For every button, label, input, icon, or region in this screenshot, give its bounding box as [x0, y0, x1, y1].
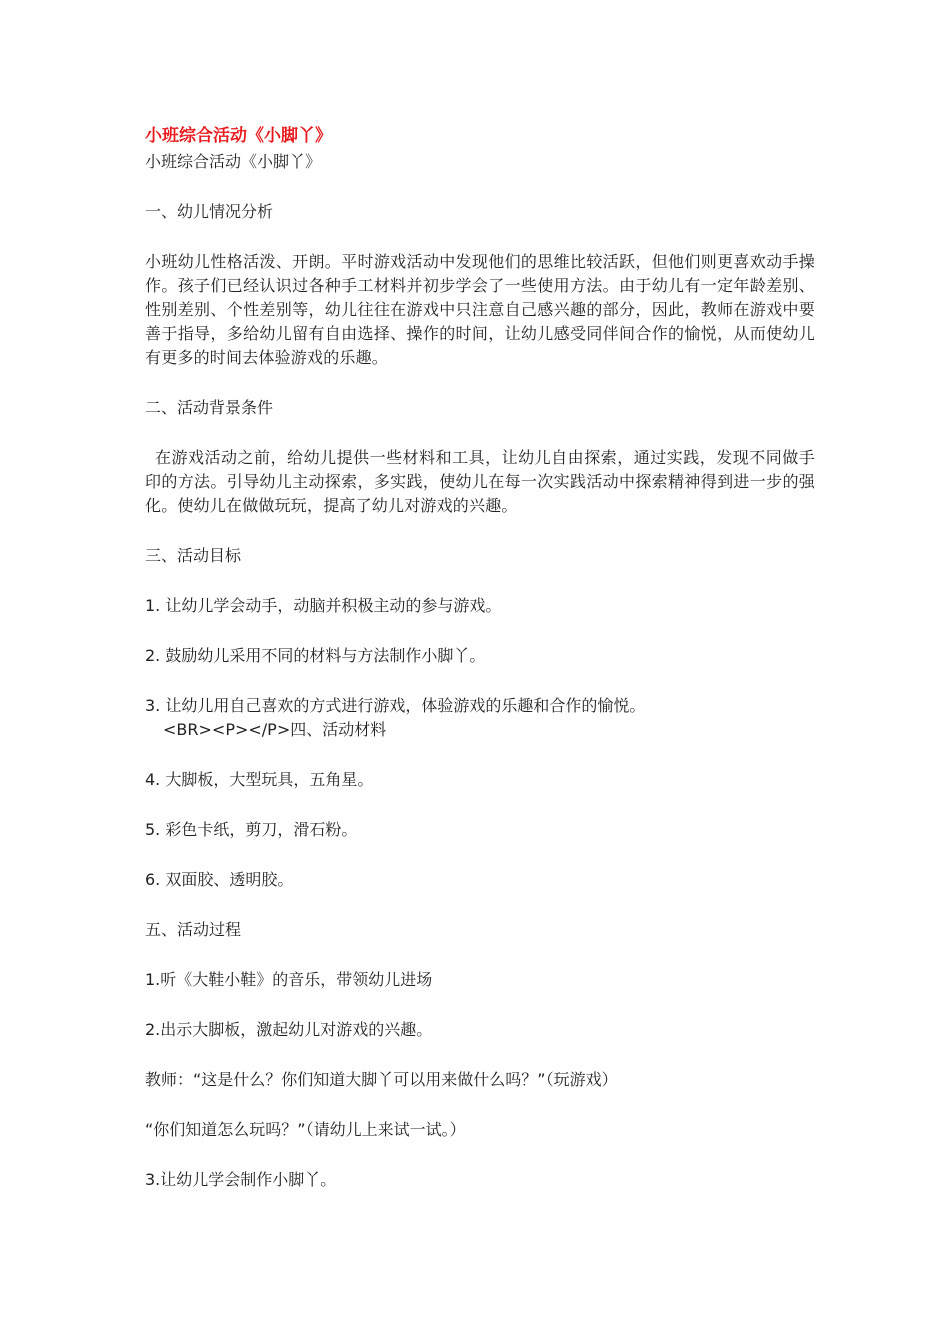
material-item: 5. 彩色卡纸，剪刀，滑石粉。 [145, 820, 358, 839]
material-item: 6. 双面胶、透明胶。 [145, 870, 294, 889]
goal-item: 3. 让幼儿用自己喜欢的方式进行游戏，体验游戏的乐趣和合作的愉悦。 [145, 696, 646, 715]
process-line: “你们知道怎么玩吗？”（请幼儿上来试一试。） [145, 1120, 466, 1139]
section-body-1: 小班幼儿性格活泼、开朗。平时游戏活动中发现他们的思维比较活跃，但他们则更喜欢动手操作。孩子们已经认识过各种手工材料并初步学会了一些使用方法。由于幼儿有一定年龄差别、性别差别、个性差别等，幼儿往往在游戏中只注意自己感兴趣的部分，因此，教师在游戏中要善于指导，多给幼儿留有自由选择、操作的时间，让幼儿感受同伴间合作的愉悦，从而使幼儿有更多的时间去体验游戏的乐趣。 [145, 252, 815, 367]
process-line: 教师：“这是什么？你们知道大脚丫可以用来做什么吗？”（玩游戏） [145, 1070, 618, 1089]
process-line: 2.出示大脚板，激起幼儿对游戏的兴趣。 [145, 1020, 433, 1039]
goal-item: 2. 鼓励幼儿采用不同的材料与方法制作小脚丫。 [145, 646, 486, 665]
material-item: 4. 大脚板，大型玩具，五角星。 [145, 770, 374, 789]
section-heading-2: 二、活动背景条件 [145, 398, 274, 417]
document-title: 小班综合活动《小脚丫》 [145, 126, 332, 146]
section-heading-5: 五、活动过程 [145, 920, 242, 939]
process-line: 1.听《大鞋小鞋》的音乐，带领幼儿进场 [145, 970, 433, 989]
goal-item: 1. 让幼儿学会动手，动脑并积极主动的参与游戏。 [145, 596, 502, 615]
section-heading-1: 一、幼儿情况分析 [145, 202, 274, 221]
section-body-2: 在游戏活动之前，给幼儿提供一些材料和工具，让幼儿自由探索，通过实践，发现不同做手印的方法。引导幼儿主动探索，多实践，使幼儿在每一次实践活动中探索精神得到进一步的强化。使幼儿在做做玩玩，提高了幼儿对游戏的兴趣。 [145, 448, 815, 515]
process-line: 3.让幼儿学会制作小脚丫。 [145, 1170, 337, 1189]
section-heading-3: 三、活动目标 [145, 546, 242, 565]
document-body [145, 124, 815, 1192]
raw-markup-line: <BR><P></P>四、活动材料 [163, 720, 387, 739]
document-subtitle: 小班综合活动《小脚丫》 [145, 152, 322, 171]
